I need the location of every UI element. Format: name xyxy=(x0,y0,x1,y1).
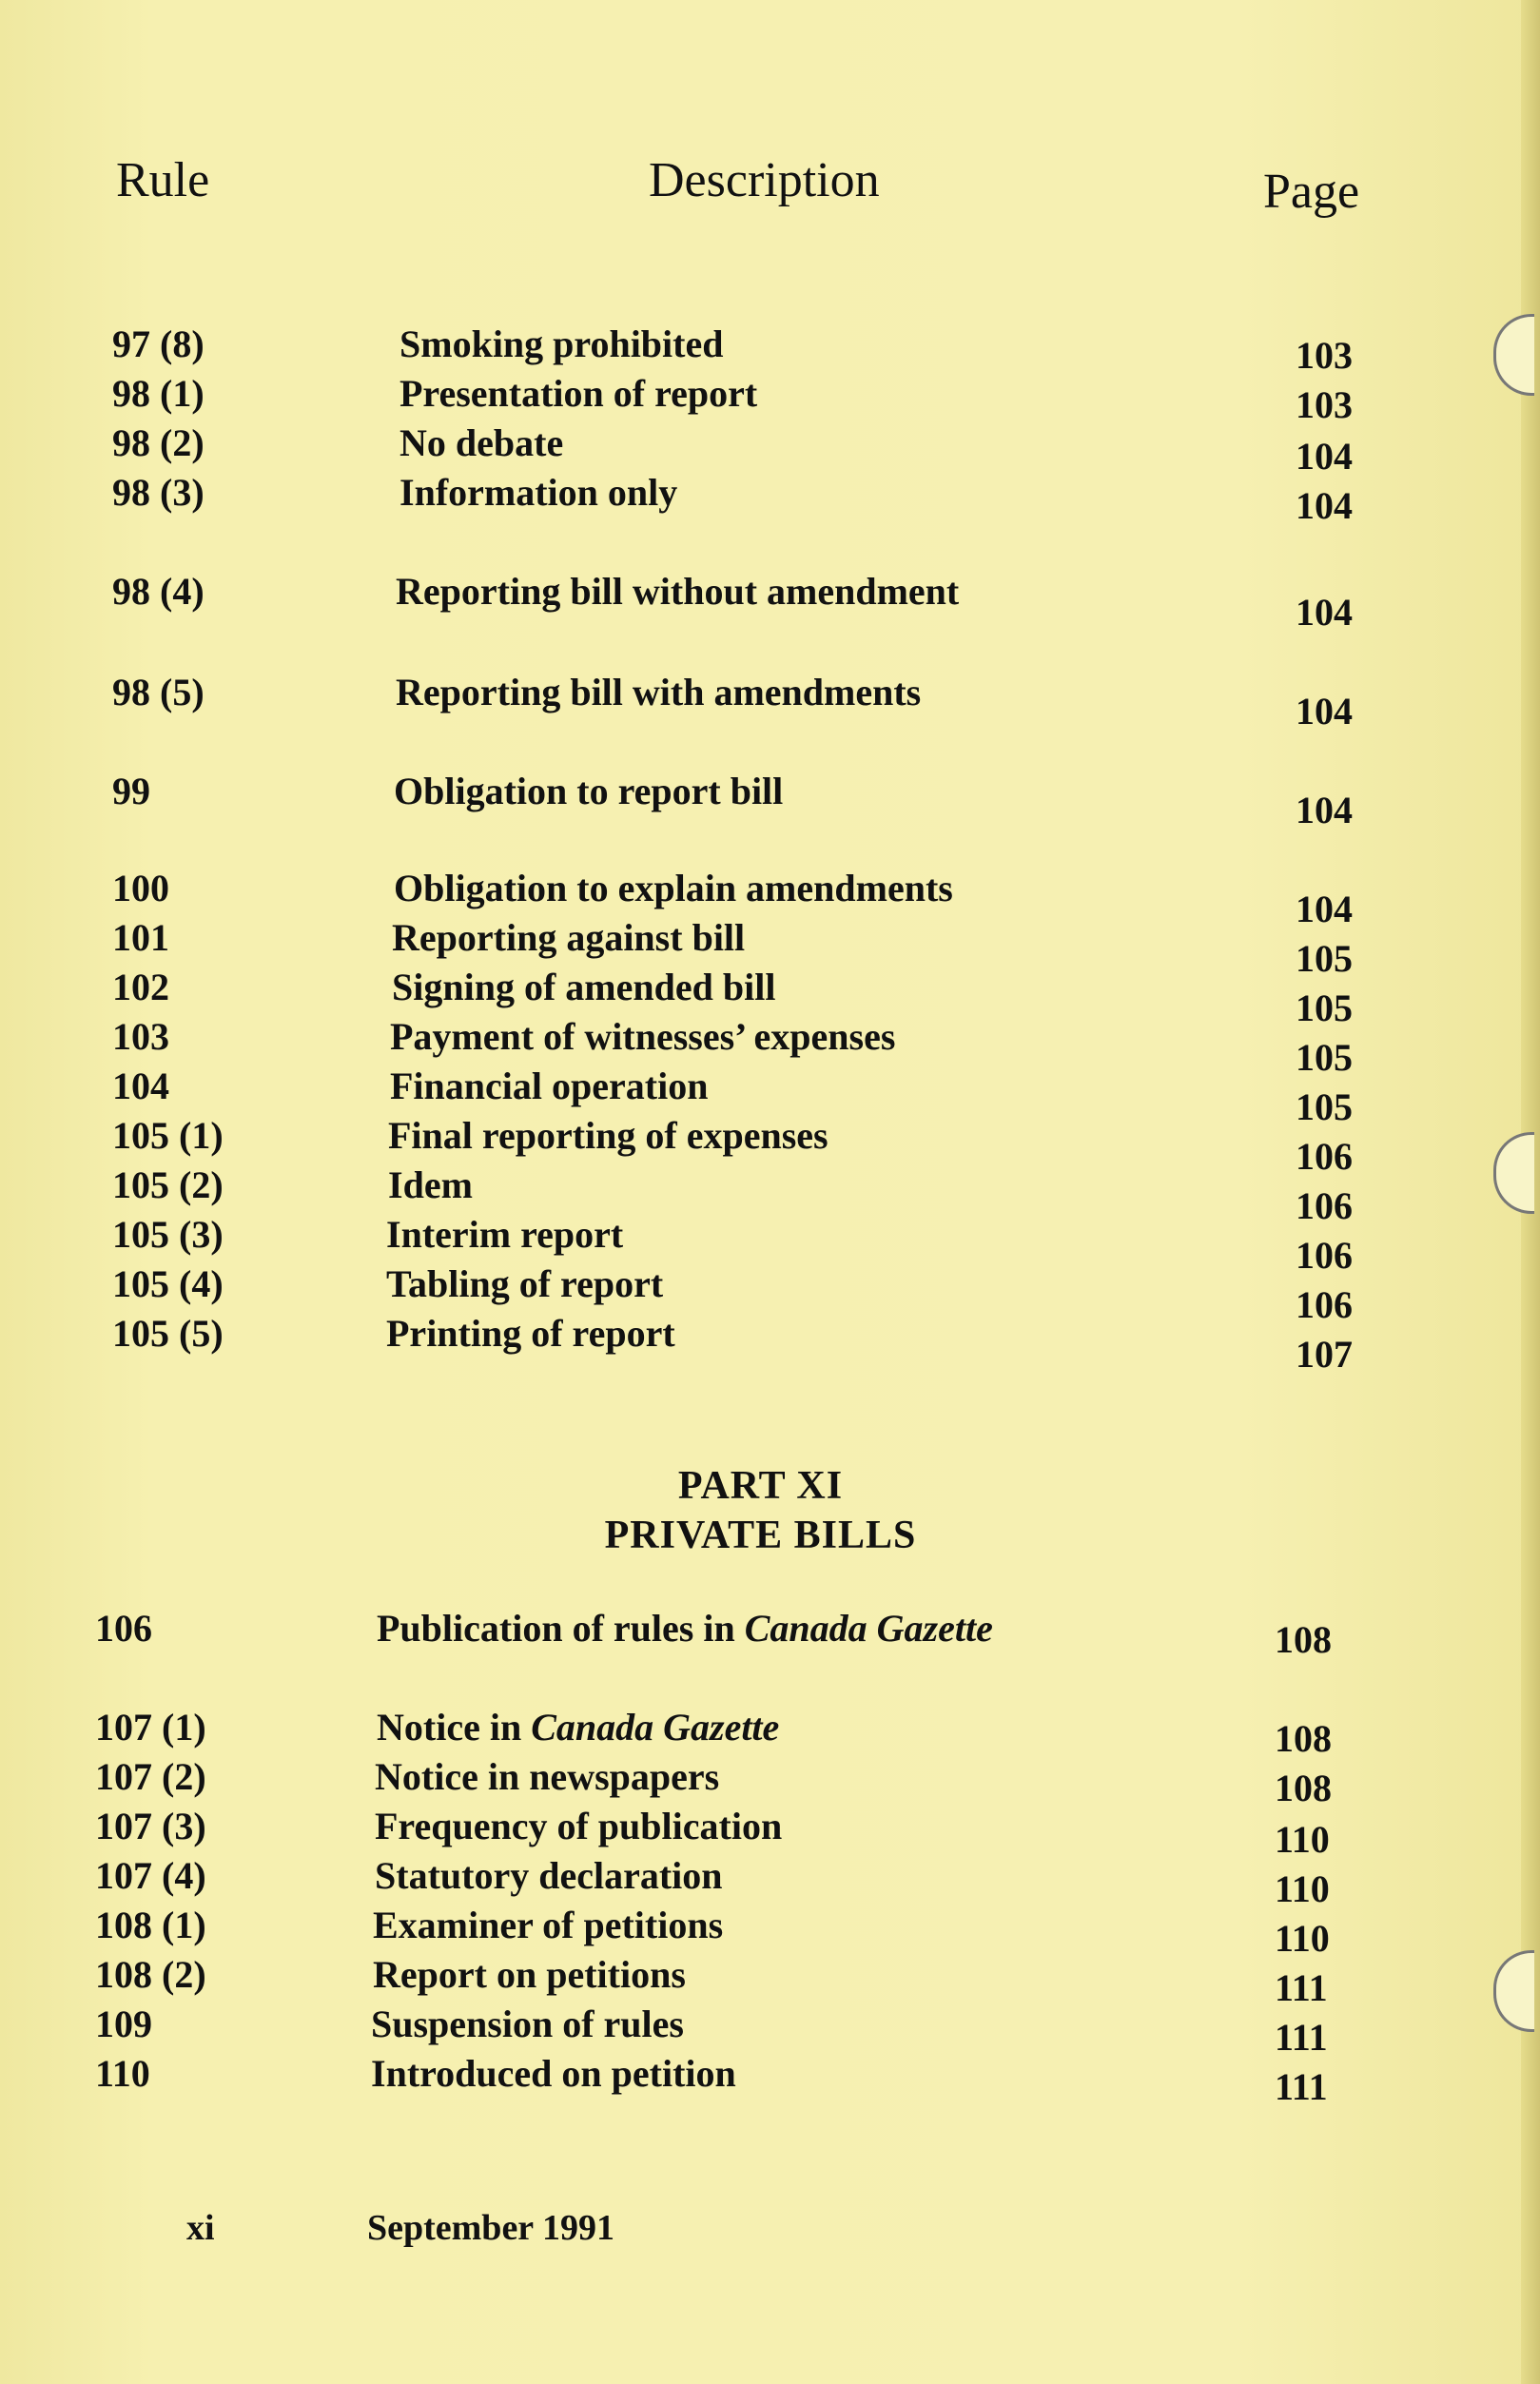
rule-description: Reporting bill without amendment xyxy=(396,570,960,613)
rule-description: Notice in newspapers xyxy=(375,1755,720,1798)
column-header-rule: Rule xyxy=(116,153,210,207)
part-number-heading: PART XI xyxy=(677,1464,844,1508)
rule-description: Obligation to explain amendments xyxy=(394,867,953,909)
rule-description: Report on petitions xyxy=(373,1953,686,1996)
table-row xyxy=(0,1903,1540,1960)
table-row xyxy=(0,1311,1540,1376)
rule-number: 110 xyxy=(95,2052,150,2095)
rule-description: Printing of report xyxy=(386,1312,675,1355)
rule-number: 107 (3) xyxy=(95,1805,206,1847)
page-number: 106 xyxy=(1296,1184,1353,1227)
page-number: 105 xyxy=(1296,1036,1353,1079)
rule-description: Examiner of petitions xyxy=(373,1904,724,1946)
page-number: 110 xyxy=(1275,1917,1330,1960)
rule-number: 105 (1) xyxy=(112,1114,224,1157)
page-number: 104 xyxy=(1296,789,1353,831)
rule-number: 100 xyxy=(112,867,169,909)
page-number: 105 xyxy=(1296,937,1353,980)
table-row xyxy=(0,866,1540,930)
table-row xyxy=(0,2051,1540,2108)
rule-number: 99 xyxy=(112,770,150,812)
table-row xyxy=(0,420,1540,478)
rule-description: Interim report xyxy=(386,1213,624,1256)
rule-number: 109 xyxy=(95,2003,152,2045)
rule-description: Smoking prohibited xyxy=(400,322,724,365)
rule-description: Reporting bill with amendments xyxy=(396,671,922,713)
rule-number: 104 xyxy=(112,1065,169,1107)
rule-number: 105 (4) xyxy=(112,1262,224,1305)
rule-number: 101 xyxy=(112,916,169,959)
rule-description: Information only xyxy=(400,471,678,514)
rule-number: 98 (2) xyxy=(112,421,205,464)
page-number: 104 xyxy=(1296,888,1353,930)
rule-description: Suspension of rules xyxy=(371,2003,684,2045)
rule-number: 107 (4) xyxy=(95,1854,206,1897)
rule-number: 103 xyxy=(112,1015,169,1058)
table-row xyxy=(0,371,1540,426)
rule-number: 108 (1) xyxy=(95,1904,206,1946)
page-number: 104 xyxy=(1296,690,1353,733)
table-row xyxy=(0,1853,1540,1910)
rule-number: 107 (2) xyxy=(95,1755,206,1798)
rule-number: 105 (3) xyxy=(112,1213,224,1256)
table-row xyxy=(0,1163,1540,1227)
page-number: 104 xyxy=(1296,435,1353,478)
page-number: 106 xyxy=(1296,1135,1353,1178)
rule-description: Signing of amended bill xyxy=(392,966,776,1008)
rule-description: No debate xyxy=(400,421,564,464)
table-row xyxy=(0,569,1540,634)
rule-description: Frequency of publication xyxy=(375,1805,783,1847)
table-row xyxy=(0,670,1540,733)
part-title-heading: PRIVATE BILLS xyxy=(604,1514,917,1557)
rule-number: 98 (5) xyxy=(112,671,205,713)
page-number: 107 xyxy=(1296,1333,1353,1376)
table-row xyxy=(0,769,1540,831)
rule-number: 107 (1) xyxy=(95,1706,206,1749)
page-number: 106 xyxy=(1296,1283,1353,1326)
page-number: 103 xyxy=(1296,334,1353,377)
table-row xyxy=(0,1705,1540,1760)
rule-number: 105 (2) xyxy=(112,1163,224,1206)
table-row xyxy=(0,1064,1540,1128)
table-row xyxy=(0,1754,1540,1809)
page-number: 111 xyxy=(1275,2065,1328,2108)
table-row xyxy=(0,1952,1540,2009)
rule-number: 106 xyxy=(95,1607,152,1650)
rule-description: Notice in Canada Gazette xyxy=(377,1706,780,1749)
page-number: 111 xyxy=(1275,1966,1328,2009)
rule-number: 97 (8) xyxy=(112,322,205,365)
table-row xyxy=(0,965,1540,1029)
rule-description: Presentation of report xyxy=(400,372,758,415)
page-number: 108 xyxy=(1275,1767,1332,1809)
table-row xyxy=(0,470,1540,527)
page-number: 104 xyxy=(1296,591,1353,634)
rule-description: Financial operation xyxy=(390,1065,709,1107)
rule-description: Final reporting of expenses xyxy=(388,1114,828,1157)
table-row xyxy=(0,322,1540,377)
rule-number: 98 (4) xyxy=(112,570,205,613)
rule-number: 98 (1) xyxy=(112,372,205,415)
rule-description: Idem xyxy=(388,1163,473,1206)
page-number: 108 xyxy=(1275,1717,1332,1760)
table-row xyxy=(0,1014,1540,1079)
page-number: 111 xyxy=(1275,2016,1328,2059)
rule-description: Publication of rules in Canada Gazette xyxy=(377,1607,993,1650)
page-number: 105 xyxy=(1296,1085,1353,1128)
rule-description: Statutory declaration xyxy=(375,1854,723,1897)
page-number: 103 xyxy=(1296,383,1353,426)
rule-description: Payment of witnesses’ expenses xyxy=(390,1015,896,1058)
table-row xyxy=(0,2002,1540,2059)
rule-number: 108 (2) xyxy=(95,1953,206,1996)
table-row xyxy=(0,1261,1540,1326)
page-number: 110 xyxy=(1275,1818,1330,1861)
page-number: 105 xyxy=(1296,987,1353,1029)
page-number: 104 xyxy=(1296,484,1353,527)
table-row xyxy=(0,1804,1540,1861)
rule-description: Tabling of report xyxy=(386,1262,664,1305)
table-row xyxy=(0,1606,1540,1661)
rule-description: Obligation to report bill xyxy=(394,770,784,812)
rule-number: 102 xyxy=(112,966,169,1008)
column-header-page: Page xyxy=(1263,165,1360,219)
rule-number: 105 (5) xyxy=(112,1312,224,1355)
rule-description: Reporting against bill xyxy=(392,916,746,959)
table-row xyxy=(0,1113,1540,1178)
page-number-roman: xi xyxy=(186,2208,215,2248)
page-number: 108 xyxy=(1275,1618,1332,1661)
column-header-description: Description xyxy=(649,153,880,207)
publication-date: September 1991 xyxy=(367,2208,614,2248)
rule-number: 98 (3) xyxy=(112,471,205,514)
page-number: 106 xyxy=(1296,1234,1353,1277)
table-row xyxy=(0,1212,1540,1277)
rule-description: Introduced on petition xyxy=(371,2052,736,2095)
page-number: 110 xyxy=(1275,1867,1330,1910)
table-row xyxy=(0,915,1540,980)
